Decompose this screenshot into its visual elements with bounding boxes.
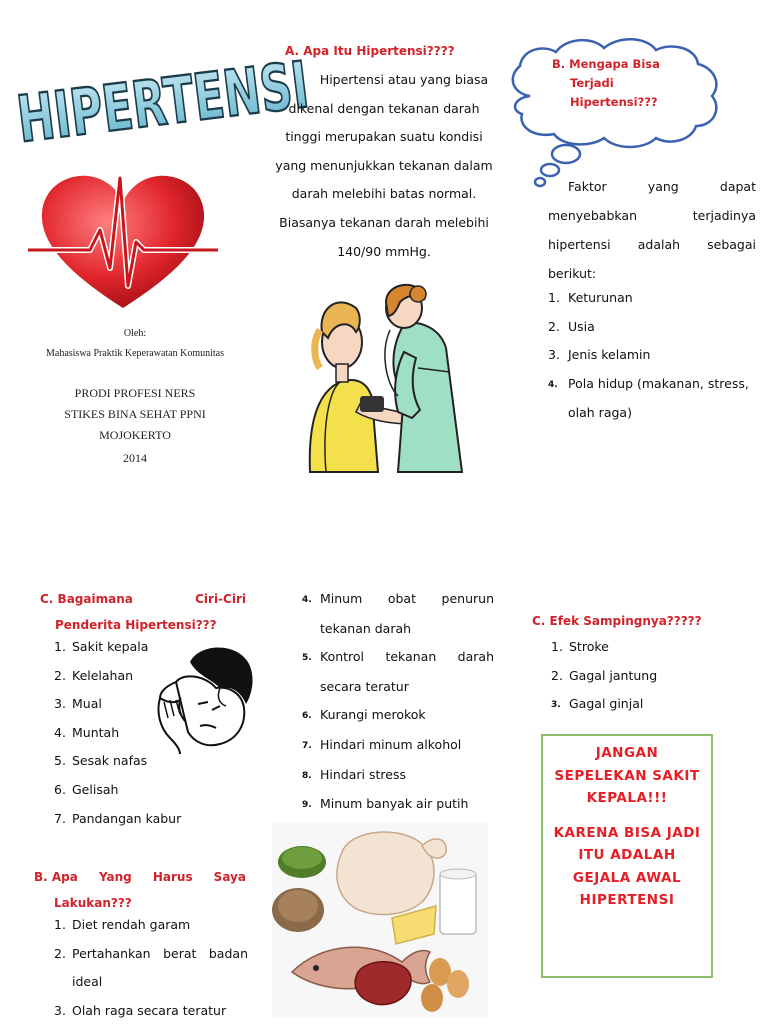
- list-item: 3. Gagal ginjal: [551, 696, 644, 712]
- heading-word: Yang: [98, 870, 132, 884]
- section-a-line: Hipertensi atau yang biasa: [319, 72, 489, 87]
- healthy-food-illustration: [272, 822, 488, 1018]
- city: MOJOKERTO: [99, 428, 171, 442]
- section-b2-heading: [34, 864, 246, 916]
- heading-line: Penderita Hipertensi???: [55, 618, 217, 632]
- year: 2014: [123, 451, 147, 465]
- section-b-cloud-heading: [552, 55, 682, 112]
- list-item: 7. Hindari minum alkohol: [302, 736, 462, 752]
- list-item: tekanan darah: [320, 620, 412, 636]
- section-a-paragraph: [272, 66, 496, 266]
- list-item: 4. Minum obat penurun: [302, 591, 494, 606]
- list-item: 3. Olah raga secara teratur: [54, 1002, 227, 1018]
- section-a-line: tinggi merupakan suatu kondisi: [285, 129, 483, 145]
- list-item: 2. Usia: [548, 318, 595, 334]
- list-item: 7. Pandangan kabur: [54, 810, 182, 826]
- heading-word: Ciri-Ciri: [195, 592, 246, 606]
- list-item: 1. Diet rendah garam: [54, 917, 191, 932]
- section-c2-effect-list: [551, 633, 657, 720]
- blood-pressure-check-illustration: [300, 272, 470, 472]
- section-c-heading: [40, 586, 246, 638]
- heart-ecg-icon: [28, 168, 218, 318]
- list-item: 5. Sesak nafas: [54, 753, 148, 769]
- heading-word: C. Bagaimana: [40, 592, 133, 606]
- section-a-line: darah melebihi batas normal.: [291, 186, 477, 202]
- list-item: 6. Gelisah: [54, 781, 119, 797]
- intro-line: hipertensi adalah sebagai: [548, 237, 756, 252]
- section-b-intro: [548, 172, 756, 288]
- brochure-title: [12, 38, 313, 157]
- list-item: 2. Kelelahan: [54, 667, 134, 683]
- cloud-line: Terjadi: [570, 76, 614, 90]
- list-item: 3. Mual: [54, 696, 102, 712]
- institution: STIKES BINA SEHAT PPNI: [64, 407, 206, 421]
- cloud-line: Hipertensi???: [570, 95, 658, 109]
- section-b2-action-list: [54, 911, 248, 1025]
- heading-word: Saya: [213, 870, 246, 884]
- section-a-line: yang menunjukkan tekanan dalam: [275, 157, 493, 173]
- intro-line: berikut:: [548, 266, 597, 281]
- cloud-line: B. Mengapa Bisa: [552, 57, 660, 71]
- section-a-line: dikenal dengan tekanan darah: [288, 100, 480, 116]
- list-item: 5. Kontrol tekanan darah: [302, 649, 494, 665]
- warning-text-1: JANGAN SEPELEKAN SAKIT KEPALA!!!: [554, 745, 700, 806]
- section-a-line: Biasanya tekanan darah melebihi: [279, 214, 489, 230]
- title-text: HIPERTENSI: [13, 47, 313, 157]
- list-item: 3. Jenis kelamin: [548, 347, 651, 363]
- section-b2-action-list-continued: [302, 585, 494, 820]
- warning-text-2: KARENA BISA JADI ITU ADALAH GEJALA AWAL HIPERTENSI: [553, 824, 701, 908]
- list-item: secara teratur: [320, 678, 409, 694]
- intro-line: menyebabkan terjadinya: [548, 208, 756, 223]
- section-c2-heading: C. Efek Sampingnya?????: [532, 614, 702, 628]
- list-item: 1. Stroke: [551, 639, 609, 654]
- list-item: 4. Pola hidup (makanan, stress,: [548, 375, 749, 391]
- section-a-heading: A. Apa Itu Hipertensi????: [285, 44, 455, 58]
- intro-line: Faktor yang dapat: [568, 179, 756, 194]
- byline: Oleh:: [123, 328, 147, 339]
- section-a-line: 140/90 mmHg.: [337, 243, 431, 259]
- heading-word: Harus: [152, 870, 193, 884]
- list-item: 9. Minum banyak air putih: [302, 796, 469, 812]
- program: PRODI PROFESI NERS: [74, 386, 196, 400]
- headache-man-illustration: [150, 642, 256, 754]
- author: Mahasiswa Praktik Keperawatan Komunitas: [45, 348, 224, 359]
- list-item: 1. Sakit kepala: [54, 639, 149, 654]
- list-item: 6. Kurangi merokok: [302, 707, 426, 723]
- list-item: 2. Gagal jantung: [551, 667, 658, 683]
- list-item: 8. Hindari stress: [302, 766, 406, 782]
- list-item: 2. Pertahankan berat badan: [54, 945, 248, 961]
- list-item: 4. Muntah: [54, 724, 120, 740]
- heading-word: B. Apa: [34, 870, 78, 884]
- list-item: olah raga): [568, 405, 632, 421]
- heading-line: Lakukan???: [54, 896, 132, 910]
- section-b-factor-list: [548, 284, 763, 428]
- list-item: 1. Keturunan: [548, 290, 633, 305]
- warning-box: [541, 734, 713, 978]
- list-item: ideal: [72, 974, 103, 990]
